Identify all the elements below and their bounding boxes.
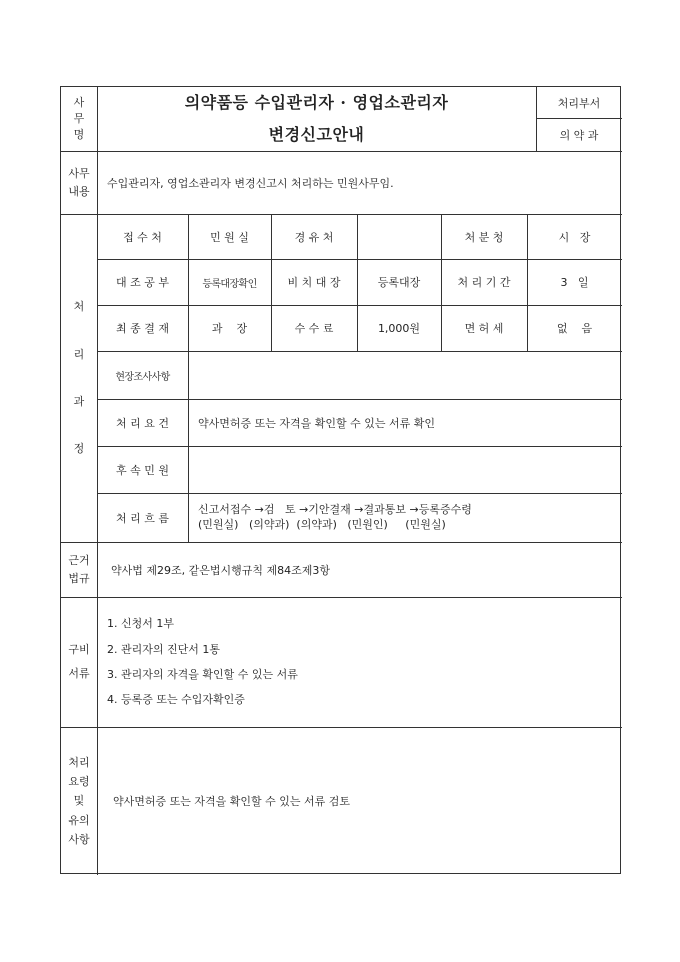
site-survey-value: [188, 351, 622, 399]
process-label: 처 리 과 정: [73, 300, 85, 456]
required-documents-label: 구비 서류: [68, 642, 90, 680]
disposition-authority-label: 처 분 청: [464, 230, 504, 244]
via-office-value: [357, 214, 441, 259]
reference-ledger-label: 대 조 공 부: [116, 276, 169, 289]
license-tax-value: 없 음: [556, 322, 593, 335]
reference-ledger-value: 등록대장확인: [202, 278, 257, 290]
final-approval-value: 과 장: [211, 322, 248, 335]
process-flow: [188, 493, 622, 542]
site-survey-label: 현장조사사항: [115, 371, 170, 383]
required-documents-list: [97, 597, 622, 727]
flow-steps: 신고서접수 →검 토 →기안결재 →결과통보 →등록증수령: [198, 502, 472, 516]
department-label: 처리부서: [557, 96, 601, 110]
content-text: 수입관리자, 영업소관리자 변경신고시 처리하는 민원사무임.: [107, 176, 394, 190]
requirements-value: 약사면허증 또는 자격을 확인할 수 있는 서류 확인: [198, 416, 435, 430]
final-approval-label: 최 종 결 재: [116, 322, 169, 335]
fee-label: 수 수 료: [294, 322, 334, 335]
license-tax-label: 면 허 세: [464, 322, 504, 335]
content-label: 사무 내용: [68, 166, 90, 198]
disposition-authority-value: 시 장: [558, 230, 591, 244]
processing-period-label: 처 리 기 간: [457, 276, 511, 289]
followup-value: [188, 446, 622, 493]
receipt-office-label: 접 수 처: [123, 230, 162, 244]
list-item: 4. 등록증 또는 수입자확인증: [107, 693, 245, 707]
civil-affairs-form: [60, 86, 621, 874]
requirements-label: 처 리 요 건: [116, 416, 169, 430]
flow-offices: (민원실) (의약과) (의약과) (민원인) (민원실): [198, 517, 446, 531]
legal-basis-text: 약사법 제29조, 같은법시행규칙 제84조제3항: [111, 563, 330, 577]
list-item: 1. 신청서 1부: [107, 617, 174, 631]
list-item: 2. 관리자의 진단서 1통: [107, 642, 220, 656]
kept-ledger-value: 등록대장: [377, 276, 421, 289]
receipt-office-value: 민 원 실: [210, 230, 249, 244]
notes-text: 약사면허증 또는 자격을 확인할 수 있는 서류 검토: [113, 795, 350, 808]
kept-ledger-label: 비 치 대 장: [287, 276, 341, 289]
followup-label: 후 속 민 원: [116, 463, 169, 477]
department-value: 의 약 과: [559, 128, 599, 142]
fee-value: 1,000원: [377, 322, 421, 335]
page-title: 의약품등 수입관리자 · 영업소관리자 변경신고안내: [184, 93, 449, 144]
process-flow-label: 처 리 흐 름: [116, 511, 169, 525]
list-item: 3. 관리자의 자격을 확인할 수 있는 서류: [107, 668, 298, 681]
via-office-label: 경 유 처: [294, 230, 334, 244]
processing-period-value: 3 일: [560, 276, 589, 289]
office-name-label: 사 무 명: [73, 96, 85, 141]
legal-basis-label: 근거 법규: [68, 553, 90, 585]
notes-label: 처리 요령 및 유의 사항: [68, 755, 90, 846]
